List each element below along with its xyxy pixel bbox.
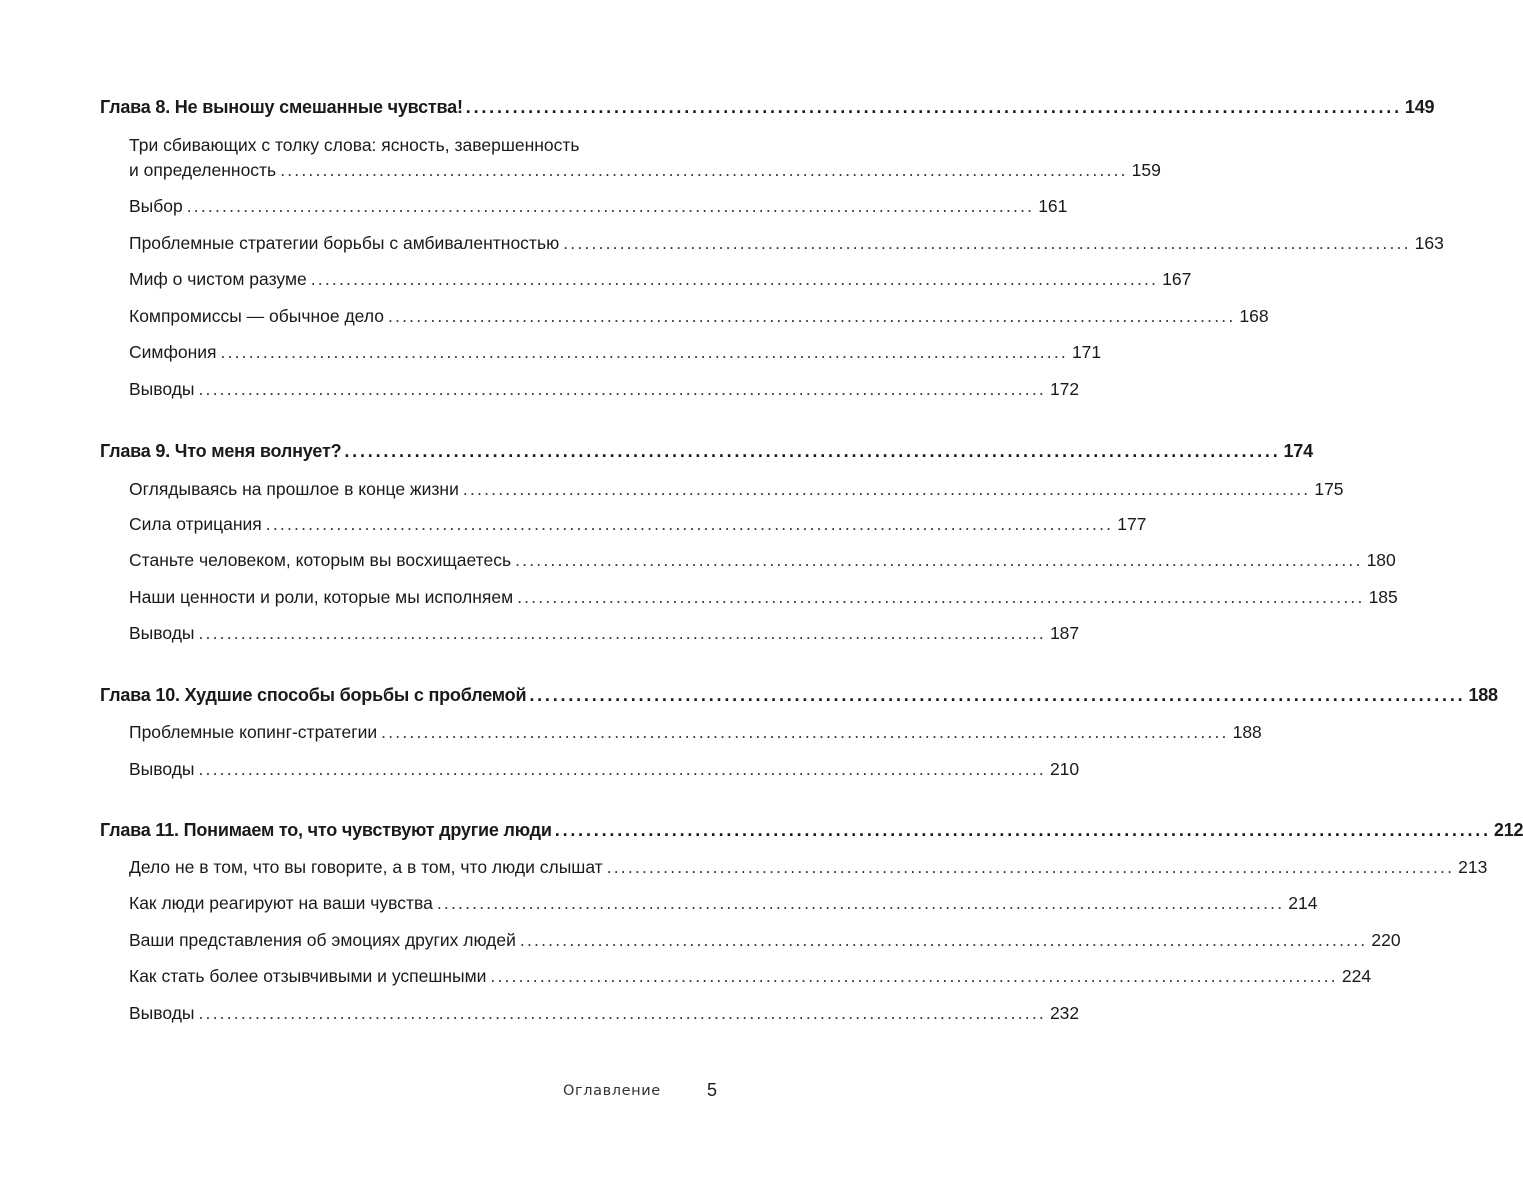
page-number: 5	[707, 1080, 718, 1100]
toc-chapter-8	[100, 95, 1435, 119]
section-page: 172	[1049, 379, 1080, 399]
chapter-title: Глава 9. Что меня волнует?	[100, 441, 342, 461]
dot-leader: ........................................................................................................................	[198, 1003, 1046, 1023]
toc-section	[129, 267, 1192, 291]
section-page: 187	[1049, 623, 1080, 643]
toc-section-line-1: Три сбивающих с толку слова: ясность, завершенность	[129, 135, 580, 155]
section-title: Выводы	[129, 379, 195, 399]
running-title: Оглавление	[563, 1083, 661, 1099]
section-page: 171	[1071, 342, 1102, 362]
toc-section	[129, 340, 1102, 364]
dot-leader: ........................................................................................................................	[280, 160, 1128, 180]
dot-leader: ........................................................................................................................	[220, 342, 1068, 362]
section-title: Миф о чистом разуме	[129, 269, 307, 289]
dot-leader: ........................................................................................................................	[344, 441, 1281, 461]
toc-section	[129, 621, 1080, 645]
section-page: 220	[1371, 930, 1401, 950]
section-page: 163	[1414, 233, 1444, 253]
section-title: Выбор	[129, 196, 183, 216]
toc-section	[129, 720, 1262, 744]
toc-section	[129, 891, 1318, 915]
dot-leader: ........................................................................................................................	[554, 820, 1491, 840]
section-title: Выводы	[129, 623, 195, 643]
toc-section	[129, 231, 1444, 255]
chapter-title: Глава 8. Не выношу смешанные чувства!	[100, 97, 463, 117]
toc-section	[129, 194, 1068, 218]
section-title: Как люди реагируют на ваши чувства	[129, 893, 433, 913]
dot-leader: ........................................................................................................................	[515, 550, 1363, 570]
section-page: 167	[1162, 269, 1192, 289]
section-page: 213	[1458, 857, 1488, 877]
dot-leader: ........................................................................................................................	[310, 269, 1159, 289]
toc-chapter-10	[100, 683, 1498, 707]
toc-chapter-9	[100, 439, 1313, 463]
section-title: Выводы	[129, 759, 195, 779]
toc-section	[129, 377, 1080, 401]
section-page: 180	[1366, 550, 1396, 570]
dot-leader: ........................................................................................................................	[465, 97, 1402, 117]
section-page: 188	[1232, 722, 1262, 742]
chapter-page: 174	[1283, 441, 1313, 461]
table-of-contents	[100, 0, 1523, 1200]
dot-leader: ........................................................................................................................	[186, 196, 1035, 216]
dot-leader: ........................................................................................................................	[387, 306, 1236, 326]
dot-leader: ........................................................................................................................	[381, 722, 1229, 742]
section-title: Компромиссы — обычное дело	[129, 306, 384, 326]
section-title: Станьте человеком, которым вы восхищаетесь	[129, 550, 512, 570]
toc-section	[129, 548, 1396, 572]
dot-leader: ........................................................................................................................	[462, 479, 1311, 499]
toc-section	[129, 158, 1161, 182]
dot-leader: ........................................................................................................................	[517, 587, 1365, 607]
dot-leader: ........................................................................................................................	[198, 379, 1046, 399]
dot-leader: ........................................................................................................................	[265, 514, 1114, 534]
section-page: 232	[1049, 1003, 1080, 1023]
dot-leader: ........................................................................................................................	[490, 966, 1338, 986]
section-title: Проблемные стратегии борьбы с амбивалентностью	[129, 233, 560, 253]
dot-leader: ........................................................................................................................	[519, 930, 1368, 950]
section-page: 224	[1341, 966, 1372, 986]
toc-section	[129, 964, 1372, 988]
dot-leader: ........................................................................................................................	[198, 759, 1046, 779]
section-page: 159	[1131, 160, 1161, 180]
section-page: 168	[1239, 306, 1269, 326]
toc-section	[129, 512, 1147, 536]
section-title: Оглядываясь на прошлое в конце жизни	[129, 479, 459, 499]
section-title: Проблемные копинг-стратегии	[129, 722, 378, 742]
section-title: Как стать более отзывчивыми и успешными	[129, 966, 487, 986]
toc-section	[129, 477, 1344, 501]
section-page: 161	[1038, 196, 1068, 216]
toc-section	[129, 757, 1080, 781]
toc-section	[129, 855, 1488, 879]
chapter-title: Глава 11. Понимаем то, что чувствуют другие люди	[100, 820, 552, 840]
dot-leader: ........................................................................................................................	[529, 685, 1466, 705]
section-title: и определенность	[129, 160, 277, 180]
toc-chapter-11	[100, 818, 1523, 842]
chapter-page: 149	[1404, 97, 1435, 117]
toc-section	[129, 304, 1269, 328]
section-title: Выводы	[129, 1003, 195, 1023]
dot-leader: ........................................................................................................................	[436, 893, 1285, 913]
dot-leader: ........................................................................................................................	[198, 623, 1046, 643]
dot-leader: ........................................................................................................................	[606, 857, 1455, 877]
section-page: 177	[1117, 514, 1147, 534]
dot-leader: ........................................................................................................................	[563, 233, 1411, 253]
section-page: 175	[1314, 479, 1344, 499]
toc-section	[129, 928, 1401, 952]
toc-section	[129, 1001, 1080, 1025]
section-page: 185	[1368, 587, 1398, 607]
section-page: 214	[1288, 893, 1318, 913]
chapter-title: Глава 10. Худшие способы борьбы с проблемой	[100, 685, 527, 705]
section-title: Дело не в том, что вы говорите, а в том, что люди слышат	[129, 857, 603, 877]
section-title: Симфония	[129, 342, 217, 362]
section-title: Ваши представления об эмоциях других людей	[129, 930, 516, 950]
chapter-page: 188	[1468, 685, 1498, 705]
section-title: Сила отрицания	[129, 514, 262, 534]
toc-section	[129, 585, 1398, 609]
section-title: Наши ценности и роли, которые мы исполняем	[129, 587, 514, 607]
section-page: 210	[1049, 759, 1080, 779]
chapter-page: 212	[1493, 820, 1523, 840]
